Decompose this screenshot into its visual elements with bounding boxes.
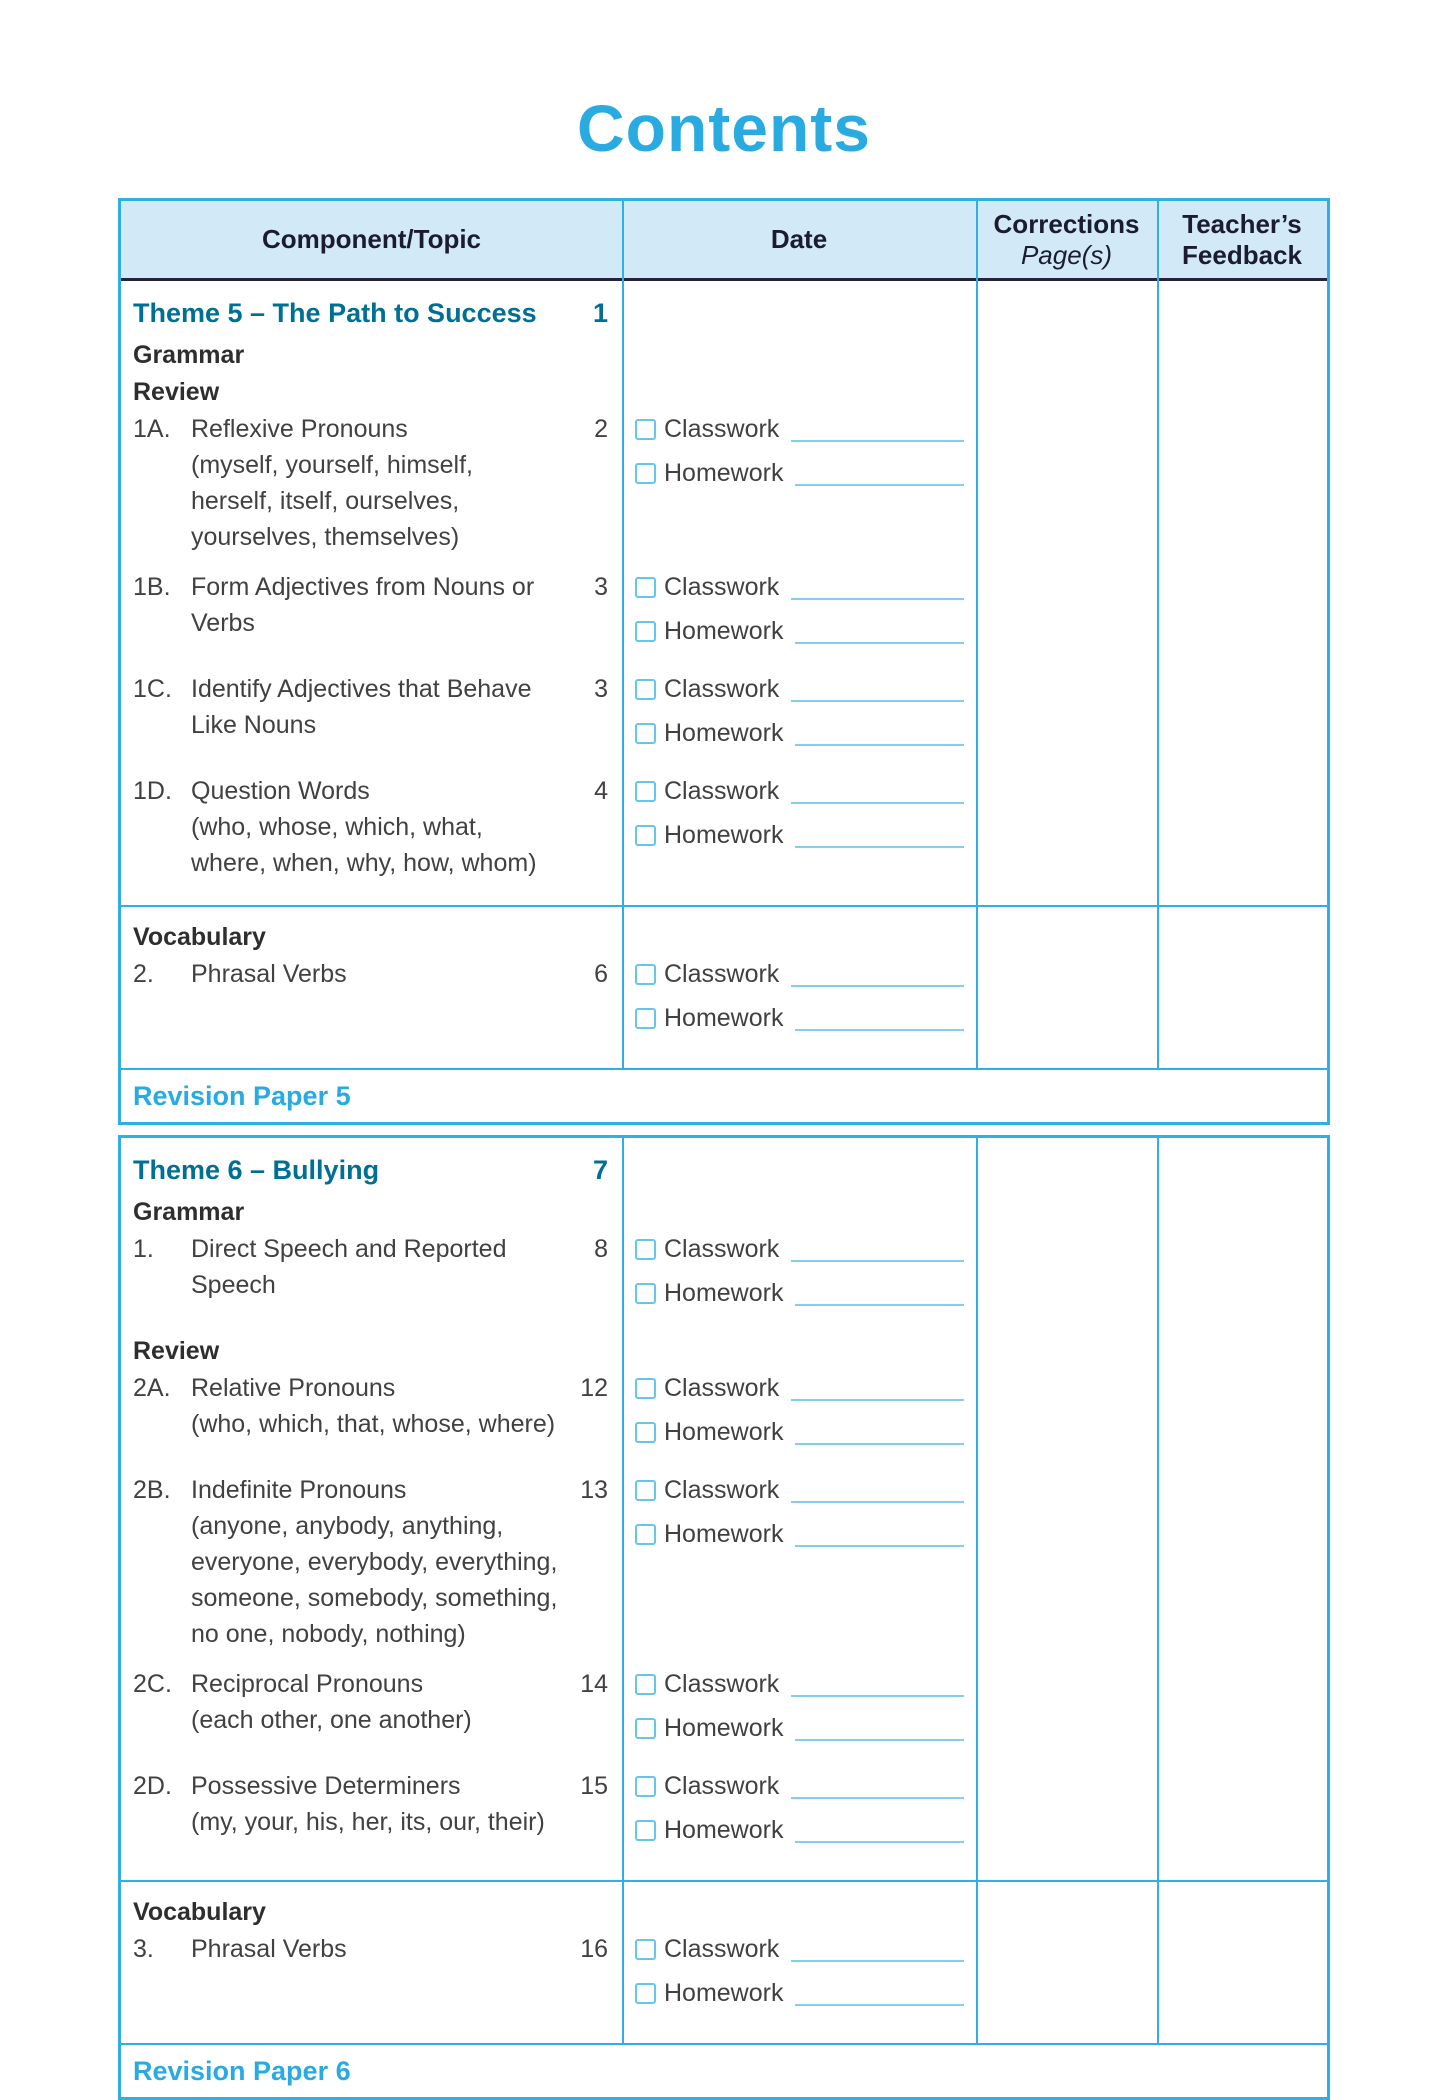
item-page-number: 12 [580, 1374, 608, 1402]
classwork-label: Classwork [664, 1934, 780, 1963]
date-write-line [791, 1672, 964, 1697]
date-entry-homework [635, 1710, 966, 1746]
item-label-wrap [191, 956, 560, 992]
item-label: Reciprocal Pronouns [191, 1670, 424, 1698]
date-cell [622, 1768, 976, 1856]
date-entry-classwork [635, 671, 966, 707]
classwork-label: Classwork [664, 776, 780, 805]
content-block [121, 1880, 1327, 2043]
item-row [121, 1768, 1327, 1856]
header-corrections [976, 201, 1157, 278]
classwork-checkbox[interactable] [635, 781, 656, 802]
classwork-checkbox[interactable] [635, 1239, 656, 1260]
homework-checkbox[interactable] [635, 1283, 656, 1304]
date-entry-classwork [635, 1370, 966, 1406]
date-entry-homework [635, 455, 966, 491]
subheading-label: Vocabulary [133, 923, 266, 951]
subhead-row [121, 919, 1327, 956]
date-cell [622, 1231, 976, 1319]
date-write-line [795, 721, 964, 746]
item-number: 1C. [133, 675, 172, 703]
date-entry-classwork [635, 773, 966, 809]
date-write-line [791, 417, 964, 442]
date-cell [622, 956, 976, 1044]
revision-paper-row: Revision Paper 5 [121, 1068, 1327, 1122]
topic-cell [121, 337, 622, 374]
homework-label: Homework [664, 1278, 784, 1307]
topic-cell [121, 1333, 622, 1370]
classwork-label: Classwork [664, 959, 780, 988]
theme-row [121, 1150, 1327, 1190]
classwork-label: Classwork [664, 1771, 780, 1800]
date-entry-homework [635, 715, 966, 751]
item-number: 3. [133, 1935, 154, 1963]
homework-label: Homework [664, 718, 784, 747]
item-label-wrap [191, 1231, 560, 1303]
homework-checkbox[interactable] [635, 463, 656, 484]
date-entry-homework [635, 817, 966, 853]
date-cell [622, 411, 976, 499]
item-row [121, 1931, 1327, 2019]
item-number: 2B. [133, 1476, 171, 1504]
item-page-number: 14 [580, 1670, 608, 1698]
item-label-wrap [191, 773, 560, 881]
item-label-wrap [191, 1666, 560, 1738]
topic-cell [121, 411, 622, 555]
classwork-label: Classwork [664, 1373, 780, 1402]
homework-checkbox[interactable] [635, 1524, 656, 1545]
classwork-checkbox[interactable] [635, 419, 656, 440]
item-label-wrap [191, 671, 560, 743]
date-entry-classwork [635, 1231, 966, 1267]
homework-label: Homework [664, 1713, 784, 1742]
date-entry-classwork [635, 411, 966, 447]
column-divider-corrections [976, 201, 978, 1068]
subheading-label: Grammar [133, 341, 245, 369]
topic-cell [121, 1894, 622, 1931]
homework-label: Homework [664, 458, 784, 487]
topic-cell [121, 1194, 622, 1231]
item-label-wrap [191, 411, 560, 555]
date-write-line [791, 1376, 964, 1401]
item-label: Identify Adjectives that Behave Like Nouns [191, 675, 532, 739]
header-component-topic: Component/Topic [261, 224, 482, 254]
homework-checkbox[interactable] [635, 1008, 656, 1029]
content-block [121, 281, 1327, 905]
topic-cell [121, 1472, 622, 1652]
date-write-line [795, 1981, 964, 2006]
classwork-label: Classwork [664, 674, 780, 703]
item-page-number: 4 [594, 777, 608, 805]
item-number: 1A. [133, 415, 171, 443]
date-entry-homework [635, 1000, 966, 1036]
topic-cell [121, 1370, 622, 1442]
item-label: Phrasal Verbs [191, 1935, 347, 1963]
topic-cell [121, 1768, 622, 1840]
classwork-checkbox[interactable] [635, 577, 656, 598]
item-row [121, 956, 1327, 1044]
subheading-label: Review [133, 378, 220, 406]
item-label-wrap [191, 569, 560, 641]
item-sublabel: (anyone, anybody, anything, everyone, everybody, everything, someone, somebody, something, no one, nobody, nothing) [191, 1512, 558, 1648]
header-corrections-line2: Page(s) [1020, 239, 1113, 270]
theme-page-number: 1 [592, 298, 608, 328]
item-sublabel: (each other, one another) [191, 1706, 472, 1734]
classwork-label: Classwork [664, 1475, 780, 1504]
item-row [121, 671, 1327, 759]
date-write-line [791, 779, 964, 804]
classwork-checkbox[interactable] [635, 964, 656, 985]
item-label: Indefinite Pronouns [191, 1476, 407, 1504]
classwork-label: Classwork [664, 1234, 780, 1263]
content-block [121, 1138, 1327, 1880]
item-row [121, 1231, 1327, 1319]
item-label: Reflexive Pronouns [191, 415, 408, 443]
topic-cell [121, 293, 622, 333]
item-row [121, 411, 1327, 555]
item-label: Question Words [191, 777, 370, 805]
toc-section-theme-6 [118, 1135, 1330, 2100]
header-corrections-line1: Corrections [993, 208, 1140, 239]
item-label: Form Adjectives from Nouns or Verbs [191, 573, 535, 637]
item-label-wrap [191, 1472, 560, 1652]
date-entry-classwork [635, 956, 966, 992]
item-label: Possessive Determiners [191, 1772, 461, 1800]
homework-checkbox[interactable] [635, 1718, 656, 1739]
date-write-line [795, 1006, 964, 1031]
classwork-label: Classwork [664, 572, 780, 601]
page-title: Contents [577, 91, 871, 165]
date-write-line [791, 1774, 964, 1799]
header-feedback-line2: Feedback [1182, 239, 1302, 270]
item-page-number: 15 [580, 1772, 608, 1800]
item-sublabel: (my, your, his, her, its, our, their) [191, 1808, 545, 1836]
topic-cell [121, 1150, 622, 1190]
classwork-label: Classwork [664, 1669, 780, 1698]
item-page-number: 16 [580, 1935, 608, 1963]
subhead-row [121, 374, 1327, 411]
homework-checkbox[interactable] [635, 723, 656, 744]
item-label: Phrasal Verbs [191, 960, 347, 988]
date-write-line [795, 1420, 964, 1445]
date-write-line [795, 619, 964, 644]
date-write-line [795, 823, 964, 848]
date-write-line [795, 1818, 964, 1843]
date-write-line [791, 962, 964, 987]
item-row [121, 1666, 1327, 1754]
date-cell [622, 1666, 976, 1754]
subheading-label: Grammar [133, 1198, 245, 1226]
topic-cell [121, 773, 622, 881]
item-page-number: 3 [594, 675, 608, 703]
column-divider-feedback [1157, 1138, 1159, 2043]
date-entry-homework [635, 1975, 966, 2011]
item-page-number: 3 [594, 573, 608, 601]
subhead-row [121, 1194, 1327, 1231]
topic-cell [121, 956, 622, 992]
homework-label: Homework [664, 616, 784, 645]
item-number: 2A. [133, 1374, 171, 1402]
topic-cell [121, 374, 622, 411]
date-entry-homework [635, 613, 966, 649]
item-label: Direct Speech and Reported Speech [191, 1235, 507, 1299]
date-entry-homework [635, 1275, 966, 1311]
classwork-checkbox[interactable] [635, 1776, 656, 1797]
classwork-checkbox[interactable] [635, 1480, 656, 1501]
toc-section-theme-5 [118, 198, 1330, 1125]
item-label-wrap [191, 1370, 560, 1442]
date-entry-classwork [635, 1768, 966, 1804]
item-row [121, 1472, 1327, 1652]
item-row [121, 569, 1327, 657]
item-number: 2D. [133, 1772, 172, 1800]
theme-title: Theme 5 – The Path to Success [133, 298, 537, 328]
date-cell [622, 1370, 976, 1458]
date-cell [622, 773, 976, 861]
item-label-wrap [191, 1931, 560, 1967]
homework-label: Homework [664, 820, 784, 849]
date-write-line [791, 1937, 964, 1962]
date-write-line [791, 575, 964, 600]
date-entry-classwork [635, 1931, 966, 1967]
header-date: Date [770, 224, 828, 254]
date-cell [622, 1472, 976, 1560]
date-write-line [795, 461, 964, 486]
item-number: 1D. [133, 777, 172, 805]
date-write-line [795, 1522, 964, 1547]
date-write-line [791, 1478, 964, 1503]
item-label: Relative Pronouns [191, 1374, 396, 1402]
item-page-number: 2 [594, 415, 608, 443]
date-entry-classwork [635, 1472, 966, 1508]
classwork-checkbox[interactable] [635, 1378, 656, 1399]
revision-paper-row: Revision Paper 6 [121, 2043, 1327, 2097]
date-cell [622, 671, 976, 759]
item-sublabel: (who, whose, which, what, where, when, why, how, whom) [191, 813, 537, 877]
columns-area [121, 1138, 1327, 2043]
item-page-number: 8 [594, 1235, 608, 1263]
theme-row [121, 293, 1327, 333]
topic-cell [121, 671, 622, 743]
homework-checkbox[interactable] [635, 1422, 656, 1443]
topic-cell [121, 569, 622, 641]
item-sublabel: (who, which, that, whose, where) [191, 1410, 556, 1438]
item-row [121, 773, 1327, 881]
subhead-row [121, 337, 1327, 374]
homework-label: Homework [664, 1003, 784, 1032]
homework-label: Homework [664, 1417, 784, 1446]
columns-area [121, 201, 1327, 1068]
homework-checkbox[interactable] [635, 825, 656, 846]
item-sublabel: (myself, yourself, himself, herself, itself, ourselves, yourselves, themselves) [191, 451, 474, 551]
header-feedback-line1: Teacher’s [1182, 208, 1302, 239]
date-write-line [791, 677, 964, 702]
topic-cell [121, 919, 622, 956]
column-divider-feedback [1157, 201, 1159, 1068]
topic-cell [121, 1666, 622, 1738]
date-entry-classwork [635, 1666, 966, 1702]
homework-checkbox[interactable] [635, 1983, 656, 2004]
item-number: 2C. [133, 1670, 172, 1698]
homework-checkbox[interactable] [635, 1820, 656, 1841]
date-write-line [791, 1237, 964, 1262]
column-divider-date [622, 1138, 624, 2043]
item-label-wrap [191, 1768, 560, 1840]
classwork-checkbox[interactable] [635, 1674, 656, 1695]
date-entry-homework [635, 1812, 966, 1848]
classwork-checkbox[interactable] [635, 1939, 656, 1960]
table-header-row [121, 201, 1327, 281]
topic-cell [121, 1931, 622, 1967]
toc [118, 198, 1330, 2100]
topic-cell [121, 1231, 622, 1303]
classwork-label: Classwork [664, 414, 780, 443]
date-write-line [795, 1716, 964, 1741]
item-page-number: 6 [594, 960, 608, 988]
classwork-checkbox[interactable] [635, 679, 656, 700]
subhead-row [121, 1894, 1327, 1931]
date-cell [622, 1931, 976, 2019]
item-number: 1B. [133, 573, 171, 601]
subhead-row [121, 1333, 1327, 1370]
homework-label: Homework [664, 1815, 784, 1844]
theme-page-number: 7 [592, 1155, 608, 1185]
homework-label: Homework [664, 1519, 784, 1548]
subheading-label: Review [133, 1337, 220, 1365]
date-entry-classwork [635, 569, 966, 605]
subheading-label: Vocabulary [133, 1898, 266, 1926]
item-number: 1. [133, 1235, 154, 1263]
theme-title: Theme 6 – Bullying [133, 1155, 380, 1185]
date-entry-homework [635, 1414, 966, 1450]
header-teachers-feedback [1157, 201, 1327, 278]
homework-checkbox[interactable] [635, 621, 656, 642]
date-cell [622, 569, 976, 657]
date-entry-homework [635, 1516, 966, 1552]
item-page-number: 13 [580, 1476, 608, 1504]
date-write-line [795, 1281, 964, 1306]
item-row [121, 1370, 1327, 1458]
column-divider-date [622, 201, 624, 1068]
content-block [121, 905, 1327, 1068]
item-number: 2. [133, 960, 154, 988]
homework-label: Homework [664, 1978, 784, 2007]
column-divider-corrections [976, 1138, 978, 2043]
